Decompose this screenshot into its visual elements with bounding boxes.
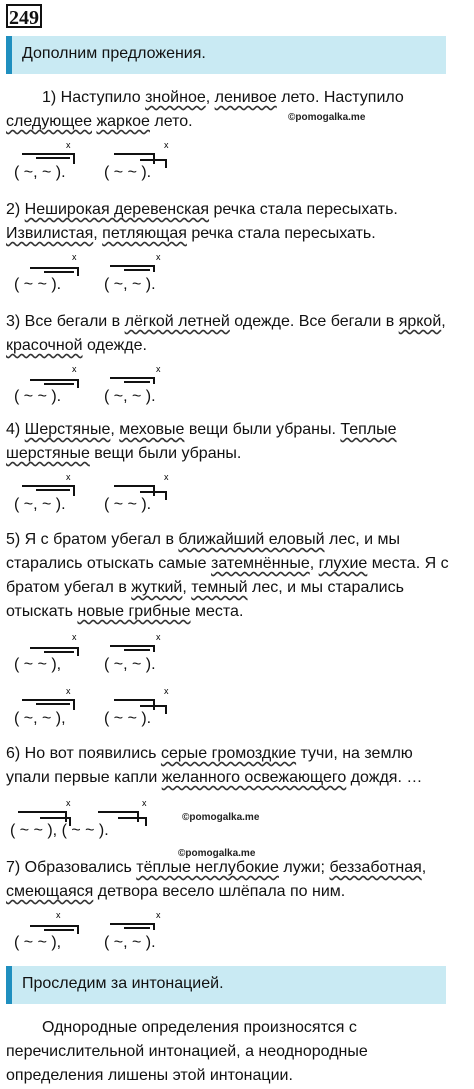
svg-text:x: x <box>72 632 77 642</box>
conclusion-line-3: определения лишены этой интонации. <box>6 1067 293 1084</box>
sentence-1-line-1: 1) Наступило знойное, ленивое лето. Наступило <box>42 89 404 106</box>
scheme-2-arrows <box>14 254 194 280</box>
svg-text:x: x <box>156 632 161 642</box>
scheme-2b: ( ~, ~ ). <box>104 276 156 293</box>
scheme-6-arrows <box>14 688 194 714</box>
svg-text:x: x <box>164 140 169 150</box>
exercise-number: 249 <box>6 4 42 28</box>
svg-text:x: x <box>66 686 71 696</box>
scheme-4b: ( ~ ~ ). <box>104 496 152 513</box>
scheme-1a: ( ~, ~ ). <box>14 164 66 181</box>
svg-text:x: x <box>164 472 169 482</box>
sentence-7-line-1: 7) Образовались тёплые неглубокие лужи; беззаботная, <box>6 859 427 876</box>
sentence-5-line-4: отыскать новые грибные места. <box>6 603 244 620</box>
scheme-8b: ( ~, ~ ). <box>104 934 156 951</box>
task-title: Дополним предложения. <box>22 45 206 62</box>
scheme-5a: ( ~ ~ ), <box>14 656 62 673</box>
svg-text:x: x <box>156 910 161 920</box>
sentence-5-line-3: братом убегал в жуткий, темный лес, и мы старались <box>6 579 404 596</box>
scheme-7: ( ~ ~ ), ( ~ ~ ). <box>10 822 109 839</box>
svg-text:x: x <box>66 798 71 808</box>
watermark: ©pomogalka.me <box>178 848 256 859</box>
svg-text:x: x <box>156 252 161 262</box>
scheme-5b: ( ~, ~ ). <box>104 656 156 673</box>
scheme-7-arrows <box>10 800 190 826</box>
task-title: Проследим за интонацией. <box>22 975 224 992</box>
scheme-8a: ( ~ ~ ), <box>14 934 62 951</box>
scheme-6b: ( ~ ~ ). <box>104 710 152 727</box>
watermark: ©pomogalka.me <box>288 112 366 123</box>
task-banner-intonation <box>6 966 446 1004</box>
scheme-1-arrows <box>14 142 194 168</box>
svg-text:x: x <box>56 910 61 920</box>
scheme-6a: ( ~, ~ ), <box>14 710 66 727</box>
sentence-2-line-2: Извилистая, петляющая речка стала пересыхать. <box>6 225 376 242</box>
sentence-3-line-1: 3) Все бегали в лёгкой летней одежде. Все бегали в яркой, <box>6 313 446 330</box>
scheme-3-arrows <box>14 366 194 392</box>
sentence-4-line-2: шерстяные вещи были убраны. <box>6 445 242 462</box>
conclusion-line-2: перечислительной интонацией, а неоднородные <box>6 1043 368 1060</box>
scheme-3b: ( ~, ~ ). <box>104 388 156 405</box>
watermark: ©pomogalka.me <box>182 812 260 823</box>
sentence-5-line-1: 5) Я с братом убегал в ближайший еловый лес, и мы <box>6 531 400 548</box>
svg-text:x: x <box>66 140 71 150</box>
sentence-6-line-1: 6) Но вот появились серые громоздкие тучи, на землю <box>6 745 413 762</box>
scheme-4-arrows <box>14 474 194 500</box>
sentence-7-line-2: смеющаяся детвора весело шлёпала по ним. <box>6 883 346 900</box>
svg-text:x: x <box>164 686 169 696</box>
svg-text:x: x <box>72 252 77 262</box>
sentence-6-line-2: упали первые капли желанного освежающего дождя. … <box>6 769 423 786</box>
svg-text:x: x <box>66 472 71 482</box>
conclusion-line-1: Однородные определения произносятся с <box>42 1019 357 1036</box>
scheme-2a: ( ~ ~ ). <box>14 276 62 293</box>
svg-text:x: x <box>142 798 147 808</box>
scheme-3a: ( ~ ~ ). <box>14 388 62 405</box>
scheme-1b: ( ~ ~ ). <box>104 164 152 181</box>
sentence-4-line-1: 4) Шерстяные, меховые вещи были убраны. Теплые <box>6 421 397 438</box>
sentence-1-line-2: следующее жаркое лето. <box>6 113 193 130</box>
scheme-5-arrows <box>14 634 194 660</box>
svg-text:x: x <box>72 364 77 374</box>
scheme-8-arrows <box>14 912 194 938</box>
svg-text:x: x <box>156 364 161 374</box>
task-banner-complete <box>6 36 446 74</box>
sentence-2-line-1: 2) Неширокая деревенская речка стала пересыхать. <box>6 201 398 218</box>
sentence-3-line-2: красочной одежде. <box>6 337 147 354</box>
scheme-4a: ( ~, ~ ). <box>14 496 66 513</box>
sentence-5-line-2: старались отыскать самые затемнённые, глухие места. Я с <box>6 555 449 572</box>
